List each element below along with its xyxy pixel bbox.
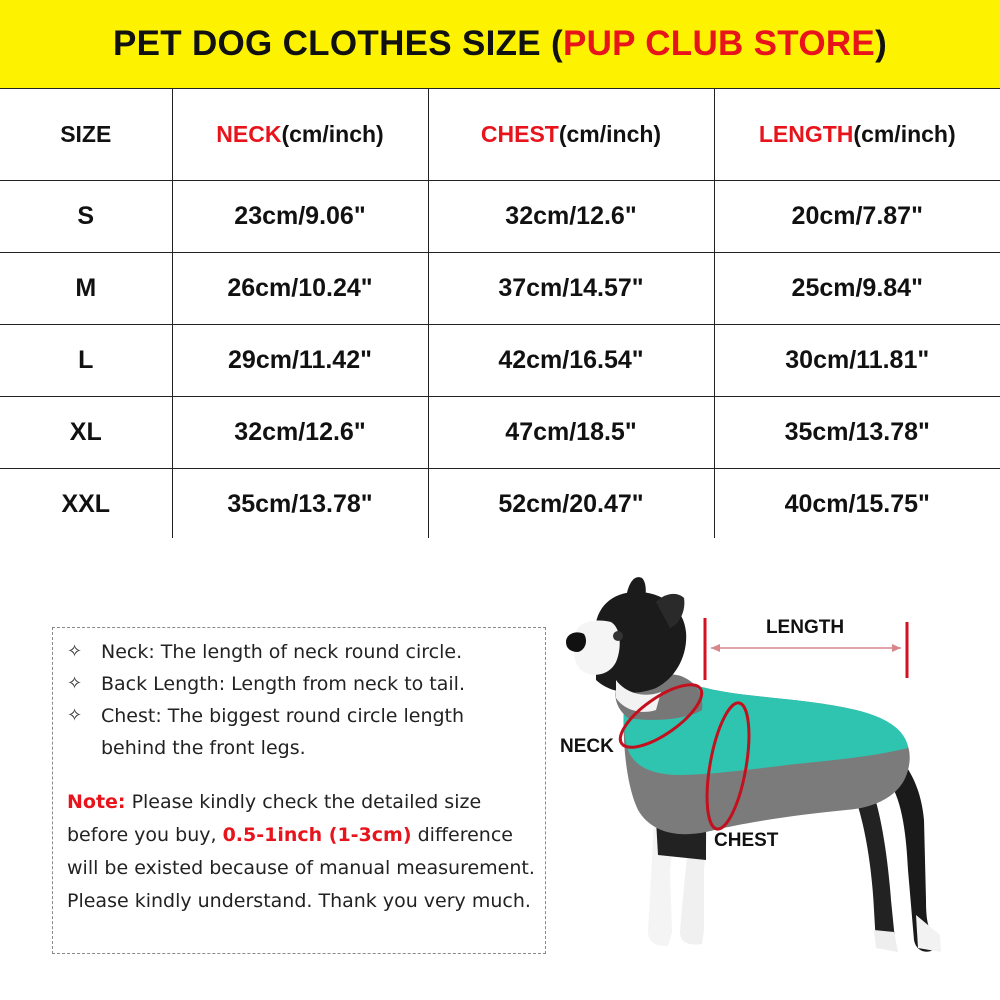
note-text-1: Please kindly check the detailed size before you buy, [67, 791, 482, 846]
length-label: LENGTH [765, 617, 845, 638]
cell-length: 35cm/13.78" [714, 397, 1000, 469]
table-row [0, 253, 1000, 325]
arrow-left-icon [711, 644, 720, 652]
table-row [0, 397, 1000, 469]
bullet-length-text: Back Length: Length from neck to tail. [101, 673, 465, 695]
list-item [67, 668, 535, 700]
table-row [0, 469, 1000, 541]
back-paw-2-shape [874, 930, 898, 952]
cell-chest: 42cm/16.54" [428, 325, 714, 397]
header-length: LENGTH(cm/inch) [714, 89, 1000, 181]
cell-neck: 26cm/10.24" [172, 253, 428, 325]
cell-size: L [0, 325, 172, 397]
title-banner [0, 0, 1000, 88]
note-text-2: difference will be existed because of manual measurement. Please kindly understand. Thank you very much. [67, 824, 535, 912]
measurement-info-box [52, 627, 546, 954]
dog-illustration [556, 570, 1000, 990]
cell-chest: 32cm/12.6" [428, 181, 714, 253]
cell-size: XL [0, 397, 172, 469]
arrow-right-icon [892, 644, 901, 652]
table-cut-edge [0, 538, 1000, 548]
bullet-chest-text: Chest: The biggest round circle length behind the front legs. [101, 705, 465, 759]
table-header-row [0, 89, 1000, 181]
title-suffix: ) [875, 24, 888, 63]
cell-length: 20cm/7.87" [714, 181, 1000, 253]
cell-chest: 37cm/14.57" [428, 253, 714, 325]
store-name: PUP CLUB STORE [562, 24, 876, 63]
cell-size: M [0, 253, 172, 325]
header-size: SIZE [0, 89, 172, 181]
cell-length: 40cm/15.75" [714, 469, 1000, 541]
cell-neck: 29cm/11.42" [172, 325, 428, 397]
table-row [0, 325, 1000, 397]
size-table [0, 88, 1000, 541]
list-item [67, 700, 535, 764]
cell-neck: 32cm/12.6" [172, 397, 428, 469]
cell-chest: 52cm/20.47" [428, 469, 714, 541]
note-paragraph [67, 786, 535, 918]
back-leg-2-shape [856, 795, 896, 950]
back-paw-shape [916, 915, 941, 952]
four-point-star-icon: ✧ [67, 673, 83, 694]
header-neck: NECK(cm/inch) [172, 89, 428, 181]
note-highlight: 0.5-1inch (1-3cm) [222, 824, 412, 846]
cell-chest: 47cm/18.5" [428, 397, 714, 469]
note-label: Note: [67, 791, 126, 813]
bullet-neck-text: Neck: The length of neck round circle. [101, 641, 463, 663]
neck-label: NECK [560, 736, 614, 757]
list-item [67, 636, 535, 668]
cell-neck: 23cm/9.06" [172, 181, 428, 253]
cell-size: XXL [0, 469, 172, 541]
cell-length: 25cm/9.84" [714, 253, 1000, 325]
cell-neck: 35cm/13.78" [172, 469, 428, 541]
title-prefix: PET DOG CLOTHES SIZE ( [112, 24, 563, 63]
cell-size: S [0, 181, 172, 253]
cell-length: 30cm/11.81" [714, 325, 1000, 397]
four-point-star-icon: ✧ [67, 705, 83, 726]
dog-eye-shape [613, 631, 623, 641]
header-chest: CHEST(cm/inch) [428, 89, 714, 181]
table-row [0, 181, 1000, 253]
dog-measurement-diagram [556, 570, 1000, 990]
four-point-star-icon: ✧ [67, 641, 83, 662]
chest-label: CHEST [714, 830, 779, 851]
